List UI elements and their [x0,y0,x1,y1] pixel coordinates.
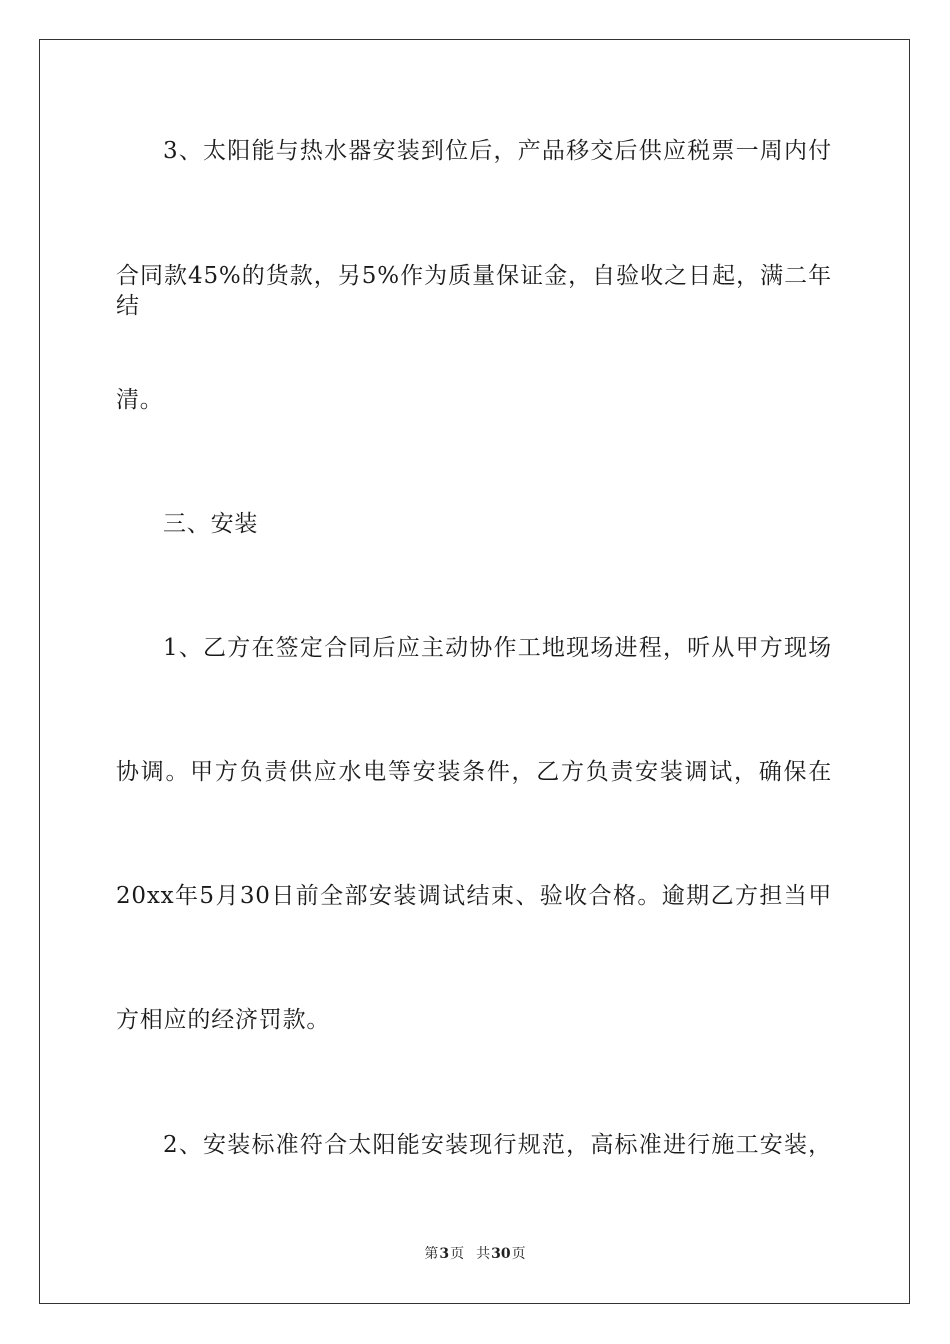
footer-page-suffix: 页 [450,1246,465,1262]
paragraph-line-2: 合同款45%的货款，另5%作为质量保证金，自验收之日起，满二年结 [116,263,832,319]
section-heading-installation: 三、安装 [163,511,259,537]
footer-total-pages: 30 [491,1246,511,1262]
paragraph-line-8: 方相应的经济罚款。 [116,1007,331,1033]
paragraph-line-5: 1、乙方在签定合同后应主动协作工地现场进程，听从甲方现场 [163,635,832,661]
page-footer [0,1245,950,1263]
footer-total-suffix: 页 [511,1246,526,1262]
footer-total-prefix: 共 [476,1246,491,1262]
footer-page-prefix: 第 [424,1246,439,1262]
page-border [39,39,910,1304]
paragraph-line-6: 协调。甲方负责供应水电等安装条件，乙方负责安装调试，确保在 [116,759,832,785]
paragraph-line-7: 20xx年5月30日前全部安装调试结束、验收合格。逾期乙方担当甲 [116,883,832,909]
paragraph-line-9: 2、安装标准符合太阳能安装现行规范，高标准进行施工安装， [163,1132,832,1158]
paragraph-line-3: 清。 [116,387,164,413]
paragraph-line-1: 3、太阳能与热水器安装到位后，产品移交后供应税票一周内付 [163,138,832,164]
footer-page-number: 3 [439,1246,450,1262]
